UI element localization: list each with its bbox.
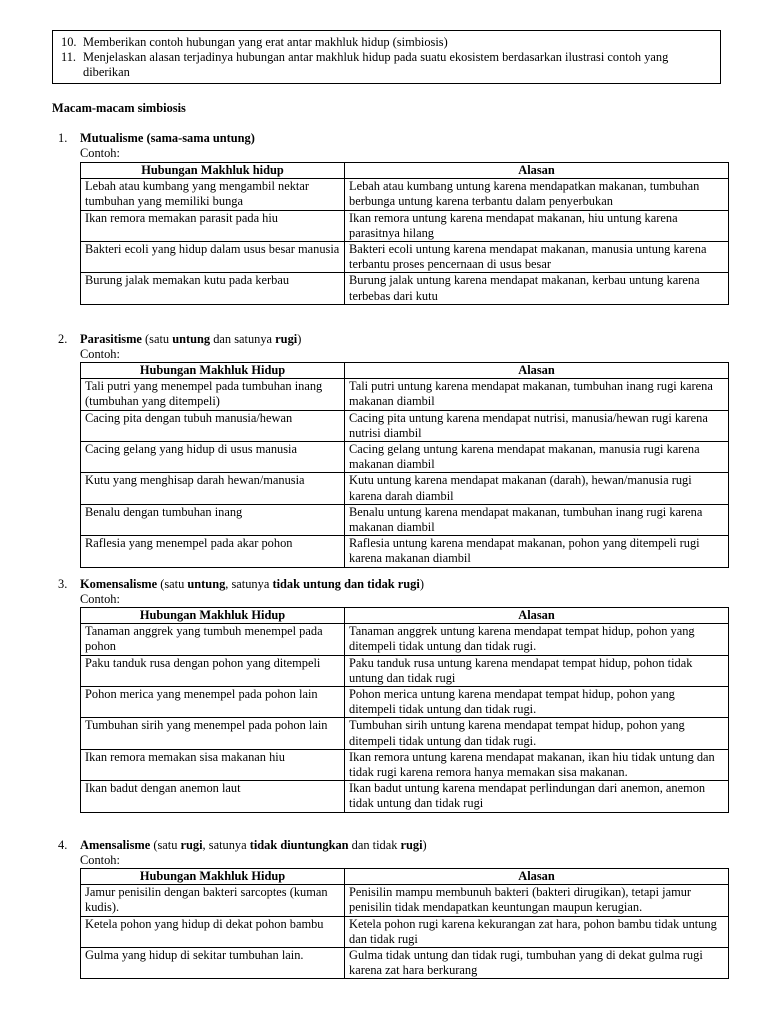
section-title-mutualisme	[58, 131, 255, 146]
contoh-label: Contoh:	[80, 146, 120, 160]
column-header-alasan: Alasan	[345, 608, 729, 624]
section-description: (sama-sama untung)	[146, 131, 255, 145]
objective-number: 10.	[61, 35, 77, 49]
cell-alasan: Raflesia untung karena mendapat makanan, pohon yang ditempeli rugi karena makanan diambil	[345, 536, 729, 567]
contoh-label: Contoh:	[80, 347, 120, 361]
table-row	[81, 242, 729, 273]
cell-alasan: Lebah atau kumbang untung karena mendapatkan makanan, tumbuhan berbunga untung karena terbantu dalam penyerbukan	[345, 179, 729, 210]
cell-hubungan: Bakteri ecoli yang hidup dalam usus besar manusia	[81, 242, 345, 273]
table-row	[81, 210, 729, 241]
objective-item	[61, 50, 712, 80]
section-name: Parasitisme	[80, 332, 142, 346]
table-row	[81, 718, 729, 749]
contoh-label: Contoh:	[80, 592, 120, 606]
cell-alasan: Gulma tidak untung dan tidak rugi, tumbuhan yang di dekat gulma rugi karena zat hara berkurang	[345, 948, 729, 979]
column-header-hubungan: Hubungan Makhluk hidup	[81, 163, 345, 179]
table-header-row	[81, 363, 729, 379]
cell-alasan: Paku tanduk rusa untung karena mendapat tempat hidup, pohon tidak untung dan tidak rugi	[345, 655, 729, 686]
cell-alasan: Penisilin mampu membunuh bakteri (bakteri dirugikan), tetapi jamur penisilin tidak mendapatkan keuntungan maupun kerugian.	[345, 885, 729, 916]
page-heading: Macam-macam simbiosis	[52, 101, 186, 115]
section-name: Amensalisme	[80, 838, 151, 852]
table-row	[81, 687, 729, 718]
section-number: 2.	[58, 332, 68, 346]
column-header-hubungan: Hubungan Makhluk Hidup	[81, 869, 345, 885]
cell-hubungan: Tumbuhan sirih yang menempel pada pohon lain	[81, 718, 345, 749]
table-row	[81, 916, 729, 947]
table-mutualisme	[80, 162, 729, 305]
cell-alasan: Ikan remora untung karena mendapat makanan, ikan hiu tidak untung dan tidak rugi karena remora hanya memakan sisa makanan.	[345, 749, 729, 780]
cell-hubungan: Benalu dengan tumbuhan inang	[81, 504, 345, 535]
section-description: (satu untung, satunya tidak untung dan tidak rugi)	[160, 577, 424, 591]
cell-hubungan: Paku tanduk rusa dengan pohon yang ditempeli	[81, 655, 345, 686]
table-row	[81, 749, 729, 780]
cell-alasan: Benalu untung karena mendapat makanan, tumbuhan inang rugi karena makanan diambil	[345, 504, 729, 535]
cell-hubungan: Burung jalak memakan kutu pada kerbau	[81, 273, 345, 304]
cell-alasan: Ikan remora untung karena mendapat makanan, hiu untung karena parasitnya hilang	[345, 210, 729, 241]
cell-hubungan: Kutu yang menghisap darah hewan/manusia	[81, 473, 345, 504]
contoh-label: Contoh:	[80, 853, 120, 867]
cell-hubungan: Ikan badut dengan anemon laut	[81, 781, 345, 812]
table-header-row	[81, 869, 729, 885]
table-row	[81, 504, 729, 535]
table-row	[81, 410, 729, 441]
cell-hubungan: Cacing gelang yang hidup di usus manusia	[81, 442, 345, 473]
cell-alasan: Bakteri ecoli untung karena mendapat makanan, manusia untung karena terbantu proses pencernaan di usus besar	[345, 242, 729, 273]
section-description: (satu untung dan satunya rugi)	[145, 332, 302, 346]
table-komensalisme	[80, 607, 729, 813]
cell-alasan: Tanaman anggrek untung karena mendapat tempat hidup, pohon yang ditempeli tidak untung dan tidak rugi.	[345, 624, 729, 655]
table-row	[81, 885, 729, 916]
table-row	[81, 379, 729, 410]
section-title-amensalisme	[58, 838, 427, 853]
column-header-alasan: Alasan	[345, 163, 729, 179]
table-row	[81, 948, 729, 979]
section-title-komensalisme	[58, 577, 424, 592]
objectives-box	[52, 30, 721, 84]
objective-item	[61, 35, 712, 50]
objective-text: Menjelaskan alasan terjadinya hubungan antar makhluk hidup pada suatu ekosistem berdasarkan ilustrasi contoh yang diberikan	[83, 50, 669, 80]
cell-hubungan: Pohon merica yang menempel pada pohon lain	[81, 687, 345, 718]
section-description: (satu rugi, satunya tidak diuntungkan dan tidak rugi)	[153, 838, 427, 852]
cell-alasan: Ikan badut untung karena mendapat perlindungan dari anemon, anemon tidak untung dan tidak rugi	[345, 781, 729, 812]
cell-hubungan: Ketela pohon yang hidup di dekat pohon bambu	[81, 916, 345, 947]
table-row	[81, 536, 729, 567]
cell-alasan: Pohon merica untung karena mendapat tempat hidup, pohon yang ditempeli tidak untung dan tidak rugi.	[345, 687, 729, 718]
section-name: Komensalisme	[80, 577, 158, 591]
cell-hubungan: Ikan remora memakan parasit pada hiu	[81, 210, 345, 241]
cell-hubungan: Tanaman anggrek yang tumbuh menempel pada pohon	[81, 624, 345, 655]
cell-alasan: Ketela pohon rugi karena kekurangan zat hara, pohon bambu tidak untung dan tidak rugi	[345, 916, 729, 947]
table-row	[81, 473, 729, 504]
table-row	[81, 179, 729, 210]
section-number: 4.	[58, 838, 68, 852]
section-title-parasitisme	[58, 332, 301, 347]
cell-hubungan: Lebah atau kumbang yang mengambil nektar tumbuhan yang memiliki bunga	[81, 179, 345, 210]
cell-hubungan: Gulma yang hidup di sekitar tumbuhan lain.	[81, 948, 345, 979]
table-amensalisme	[80, 868, 729, 979]
section-name: Mutualisme	[80, 131, 144, 145]
cell-alasan: Cacing pita untung karena mendapat nutrisi, manusia/hewan rugi karena nutrisi diambil	[345, 410, 729, 441]
cell-alasan: Kutu untung karena mendapat makanan (darah), hewan/manusia rugi karena darah diambil	[345, 473, 729, 504]
column-header-alasan: Alasan	[345, 363, 729, 379]
cell-hubungan: Cacing pita dengan tubuh manusia/hewan	[81, 410, 345, 441]
table-row	[81, 624, 729, 655]
table-row	[81, 273, 729, 304]
cell-hubungan: Tali putri yang menempel pada tumbuhan inang (tumbuhan yang ditempeli)	[81, 379, 345, 410]
objective-number: 11.	[61, 50, 77, 65]
table-header-row	[81, 163, 729, 179]
cell-alasan: Cacing gelang untung karena mendapat makanan, manusia rugi karena makanan diambil	[345, 442, 729, 473]
section-number: 1.	[58, 131, 68, 145]
column-header-alasan: Alasan	[345, 869, 729, 885]
cell-alasan: Burung jalak untung karena mendapat makanan, kerbau untung karena terbebas dari kutu	[345, 273, 729, 304]
section-number: 3.	[58, 577, 68, 591]
cell-hubungan: Ikan remora memakan sisa makanan hiu	[81, 749, 345, 780]
table-row	[81, 442, 729, 473]
table-row	[81, 655, 729, 686]
cell-alasan: Tumbuhan sirih untung karena mendapat tempat hidup, pohon yang ditempeli tidak untung dan tidak rugi.	[345, 718, 729, 749]
table-row	[81, 781, 729, 812]
cell-hubungan: Raflesia yang menempel pada akar pohon	[81, 536, 345, 567]
cell-hubungan: Jamur penisilin dengan bakteri sarcoptes (kuman kudis).	[81, 885, 345, 916]
column-header-hubungan: Hubungan Makhluk Hidup	[81, 608, 345, 624]
cell-alasan: Tali putri untung karena mendapat makanan, tumbuhan inang rugi karena makanan diambil	[345, 379, 729, 410]
table-parasitisme	[80, 362, 729, 568]
column-header-hubungan: Hubungan Makhluk Hidup	[81, 363, 345, 379]
table-header-row	[81, 608, 729, 624]
objective-text: Memberikan contoh hubungan yang erat antar makhluk hidup (simbiosis)	[83, 35, 448, 49]
